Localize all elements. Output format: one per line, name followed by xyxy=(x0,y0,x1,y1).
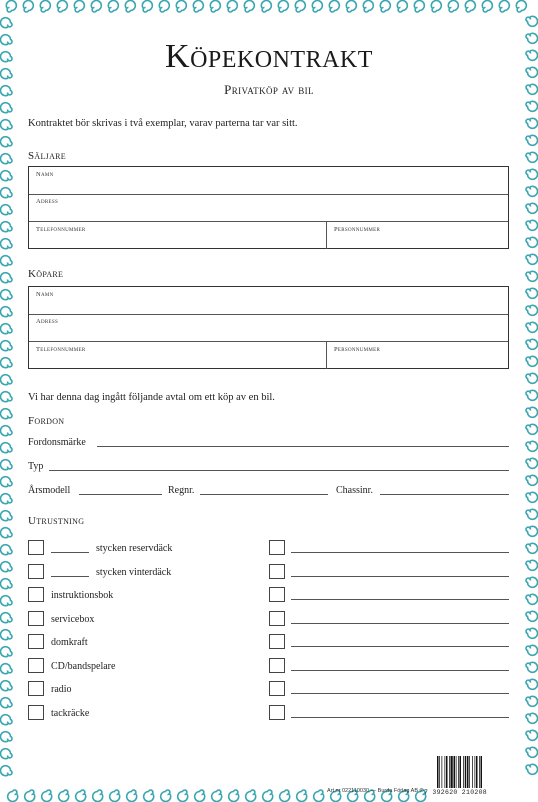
chassis-label: Chassinr. xyxy=(336,485,373,496)
agreement-text: Vi har denna dag ingått följande avtal om ett köp av en bil. xyxy=(28,392,275,403)
equipment-item-label: stycken reservdäck xyxy=(96,543,173,554)
type-input-line[interactable] xyxy=(49,470,509,471)
divider xyxy=(326,221,327,249)
extra-equipment-input-line[interactable] xyxy=(291,646,509,647)
barcode-bar xyxy=(437,756,439,788)
divider xyxy=(29,221,508,222)
quantity-input-line[interactable] xyxy=(51,552,89,553)
buyer-box xyxy=(28,286,509,369)
equipment-checkbox[interactable] xyxy=(28,587,44,602)
vehicle-heading: Fordon xyxy=(28,415,65,427)
equipment-item-label: CD/bandspelare xyxy=(51,660,116,672)
divider xyxy=(29,194,508,195)
extra-equipment-input-line[interactable] xyxy=(291,576,509,577)
seller-address-field[interactable]: Adress xyxy=(36,198,59,205)
extra-equipment-checkbox[interactable] xyxy=(269,564,285,579)
equipment-checkbox[interactable] xyxy=(28,634,44,649)
extra-equipment-checkbox[interactable] xyxy=(269,587,285,602)
buyer-pin-field[interactable]: Personnummer xyxy=(334,346,381,353)
buyer-heading: Köpare xyxy=(28,268,64,280)
seller-heading: Säljare xyxy=(28,150,66,162)
equipment-item-label: instruktionsbok xyxy=(51,590,114,601)
barcode-bar xyxy=(472,756,473,788)
extra-equipment-checkbox[interactable] xyxy=(269,611,285,626)
seller-phone-field[interactable]: Telefonnummer xyxy=(36,226,86,233)
equipment-checkbox[interactable] xyxy=(28,611,44,626)
extra-equipment-checkbox[interactable] xyxy=(269,681,285,696)
page-title: Köpekontrakt xyxy=(165,38,373,75)
equipment-checkbox[interactable] xyxy=(28,658,44,673)
equipment-item-label: radio xyxy=(51,684,72,695)
barcode-bar xyxy=(476,756,478,788)
extra-equipment-checkbox[interactable] xyxy=(269,658,285,673)
buyer-name-field[interactable]: Namn xyxy=(36,291,54,298)
buyer-phone-field[interactable]: Telefonnummer xyxy=(36,346,86,353)
extra-equipment-input-line[interactable] xyxy=(291,670,509,671)
equipment-item-label: domkraft xyxy=(51,637,88,648)
divider xyxy=(29,341,508,342)
year-input-line[interactable] xyxy=(79,494,162,495)
reg-input-line[interactable] xyxy=(200,494,328,495)
equipment-heading: Utrustning xyxy=(28,515,85,527)
extra-equipment-input-line[interactable] xyxy=(291,623,509,624)
divider xyxy=(326,341,327,369)
reg-label: Regnr. xyxy=(168,485,195,496)
extra-equipment-input-line[interactable] xyxy=(291,599,509,600)
extra-equipment-checkbox[interactable] xyxy=(269,634,285,649)
barcode-bar xyxy=(449,756,450,788)
barcode-bar xyxy=(445,756,446,788)
divider xyxy=(29,314,508,315)
extra-equipment-checkbox[interactable] xyxy=(269,540,285,555)
barcode-bar xyxy=(439,756,440,788)
equipment-item-label: servicebox xyxy=(51,613,95,625)
barcode-bar xyxy=(475,756,476,788)
equipment-checkbox[interactable] xyxy=(28,564,44,579)
extra-equipment-checkbox[interactable] xyxy=(269,705,285,720)
seller-box xyxy=(28,166,509,249)
equipment-checkbox[interactable] xyxy=(28,540,44,555)
barcode-bar xyxy=(467,756,469,788)
seller-pin-field[interactable]: Personnummer xyxy=(334,226,381,233)
barcode-bar xyxy=(479,756,480,788)
barcode-bar xyxy=(442,756,443,788)
quantity-input-line[interactable] xyxy=(51,576,89,577)
equipment-checkbox[interactable] xyxy=(28,681,44,696)
barcode-number: 7 392620 210208 xyxy=(424,789,488,796)
barcode-bar xyxy=(481,756,483,788)
barcode-bar xyxy=(463,756,464,788)
equipment-item-label: tackräcke xyxy=(51,707,90,719)
year-label: Årsmodell xyxy=(28,485,71,496)
extra-equipment-input-line[interactable] xyxy=(291,693,509,694)
extra-equipment-input-line[interactable] xyxy=(291,717,509,718)
make-input-line[interactable] xyxy=(97,446,509,447)
intro-text: Kontraktet bör skrivas i två exemplar, varav parterna tar var sitt. xyxy=(28,118,298,129)
make-label: Fordonsmärke xyxy=(28,437,86,448)
barcode-bar xyxy=(460,756,462,788)
extra-equipment-input-line[interactable] xyxy=(291,552,509,553)
equipment-checkbox[interactable] xyxy=(28,705,44,720)
barcode-bar xyxy=(446,756,448,788)
barcode-bar xyxy=(469,756,470,788)
barcode-bar xyxy=(454,756,456,788)
barcode-bar xyxy=(451,756,453,788)
page-subtitle: Privatköp av bil xyxy=(224,82,314,97)
barcode-bar xyxy=(458,756,459,788)
buyer-address-field[interactable]: Adress xyxy=(36,318,59,325)
equipment-item-label: stycken vinterdäck xyxy=(96,566,172,578)
type-label: Typ xyxy=(28,461,44,472)
barcode-icon xyxy=(436,756,512,790)
barcode-bar xyxy=(465,756,467,788)
article-number: Art.nr 022110030 — Burda Förlag AB © xyxy=(327,788,424,794)
barcode-bar xyxy=(456,756,457,788)
seller-name-field[interactable]: Namn xyxy=(36,171,54,178)
chassis-input-line[interactable] xyxy=(380,494,509,495)
